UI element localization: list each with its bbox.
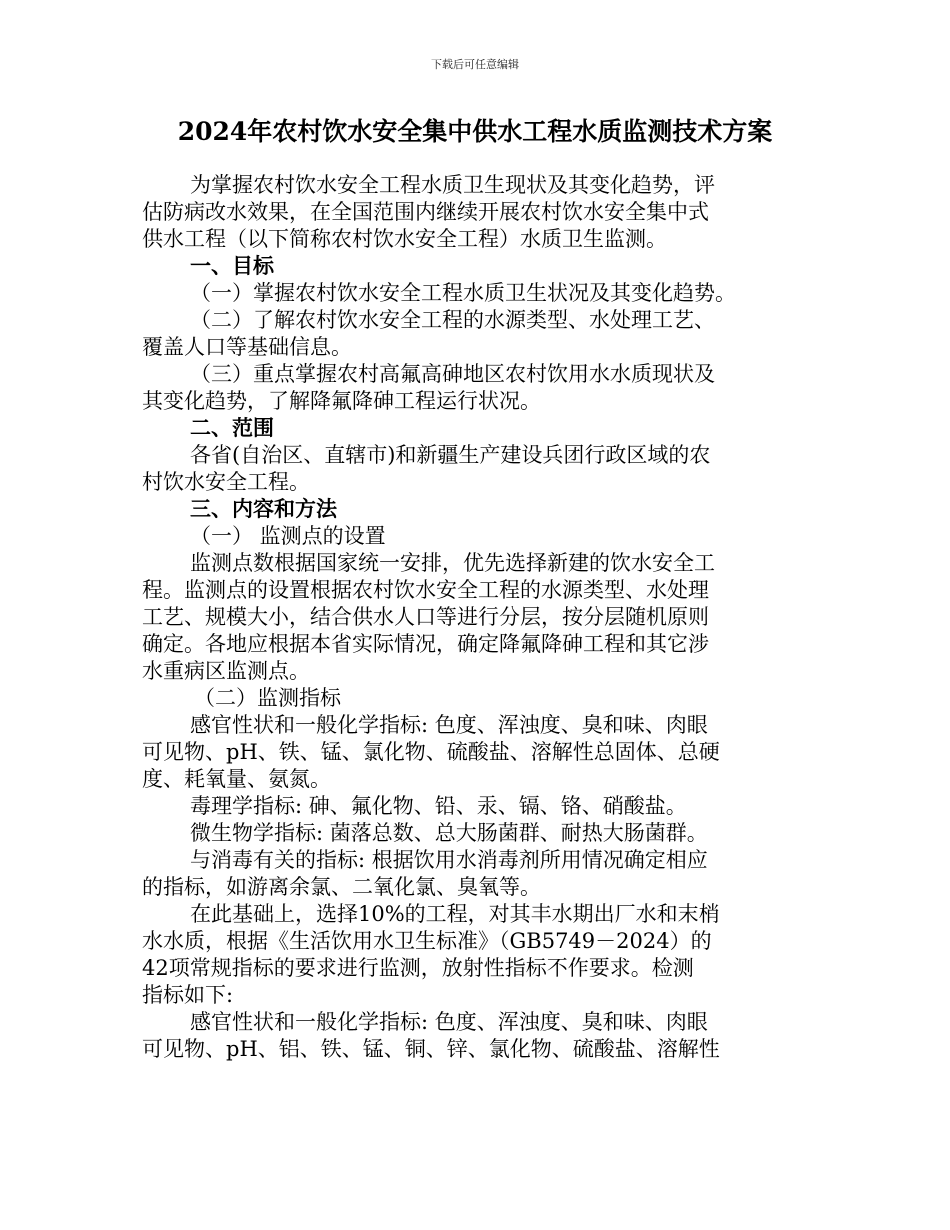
document-title: 2024年农村饮水安全集中供水工程水质监测技术方案 [177,117,773,146]
paragraph-line: 各省(自治区、直辖市)和新疆生产建设兵团行政区域的农 [190,443,711,467]
document-body [142,172,810,1063]
paragraph-line: 估防病改水效果，在全国范围内继续开展农村饮水安全集中式 [142,200,709,224]
paragraph-line: 水重病区监测点。 [142,659,310,683]
paragraph-line: （一） 监测点的设置 [190,524,386,548]
paragraph-line: 其变化趋势，了解降氟降砷工程运行状况。 [142,389,541,413]
paragraph-line: 覆盖人口等基础信息。 [142,335,352,359]
paragraph-line: 指标如下: [142,983,234,1007]
section-heading: 三、内容和方法 [190,497,337,521]
paragraph-line: 毒理学指标: 砷、氟化物、铅、汞、镉、铬、硝酸盐。 [190,794,687,818]
paragraph-line: 感官性状和一般化学指标: 色度、浑浊度、臭和味、肉眼 [190,713,708,737]
paragraph-line: 村饮水安全工程。 [142,470,310,494]
paragraph-line: （二）监测指标 [194,686,341,710]
paragraph-line: 工艺、规模大小，结合供水人口等进行分层，按分层随机原则 [142,605,709,629]
paragraph-line: 度、耗氧量、氨氮。 [142,767,331,791]
paragraph-line: （二）了解农村饮水安全工程的水源类型、水处理工艺、 [190,308,715,332]
header-note: 下载后可任意编辑 [431,58,519,71]
paragraph-line: 感官性状和一般化学指标: 色度、浑浊度、臭和味、肉眼 [190,1010,708,1034]
paragraph-line: 42项常规指标的要求进行监测，放射性指标不作要求。检测 [142,956,694,980]
paragraph-line: 为掌握农村饮水安全工程水质卫生现状及其变化趋势，评 [190,173,715,197]
paragraph-line: 程。监测点的设置根据农村饮水安全工程的水源类型、水处理 [142,578,709,602]
paragraph-line: 水水质，根据《生活饮用水卫生标准》（GB5749－2024）的 [142,929,712,953]
paragraph-line: （三）重点掌握农村高氟高砷地区农村饮用水水质现状及 [190,362,715,386]
paragraph-line: 在此基础上，选择10%的工程，对其丰水期出厂水和末梢 [190,902,720,926]
paragraph-line: 可见物、pH、铁、锰、氯化物、硫酸盐、溶解性总固体、总硬 [142,740,720,764]
paragraph-line: 微生物学指标: 菌落总数、总大肠菌群、耐热大肠菌群。 [190,821,708,845]
paragraph-line: 可见物、pH、铝、铁、锰、铜、锌、氯化物、硫酸盐、溶解性 [142,1037,720,1061]
paragraph-line: 监测点数根据国家统一安排，优先选择新建的饮水安全工 [190,551,715,575]
paragraph-line: 确定。各地应根据本省实际情况，确定降氟降砷工程和其它涉 [142,632,709,656]
section-heading: 二、范围 [190,416,274,440]
paragraph-line: 供水工程（以下简称农村饮水安全工程）水质卫生监测。 [142,227,667,251]
paragraph-line: 与消毒有关的指标: 根据饮用水消毒剂所用情况确定相应 [190,848,708,872]
paragraph-line: （一）掌握农村饮水安全工程水质卫生状况及其变化趋势。 [190,281,736,305]
section-heading: 一、目标 [190,254,274,278]
paragraph-line: 的指标，如游离余氯、二氧化氯、臭氧等。 [142,875,541,899]
